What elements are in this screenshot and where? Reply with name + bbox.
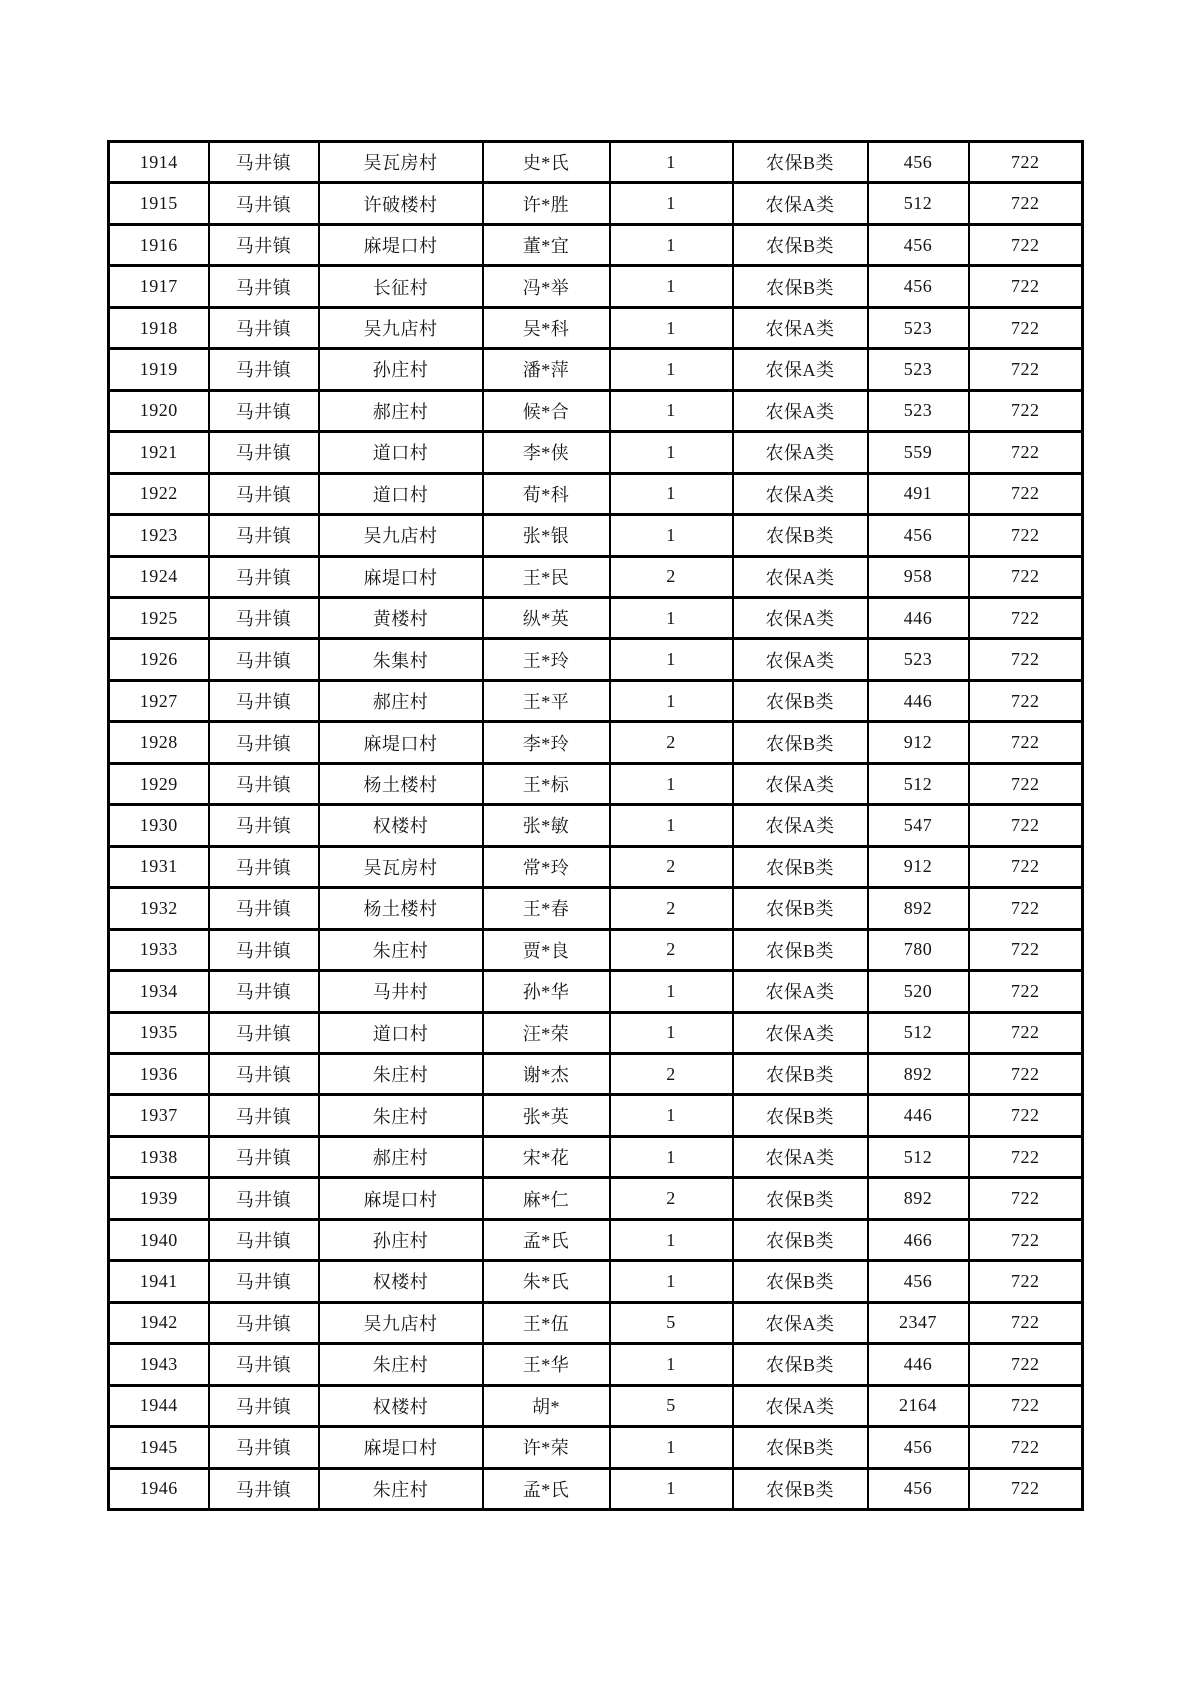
table-row	[109, 224, 1083, 265]
table-cell: 892	[868, 888, 969, 929]
table-cell: 农保A类	[733, 805, 868, 846]
table-cell: 马井镇	[209, 929, 319, 970]
table-cell: 孙*华	[483, 971, 610, 1012]
table-cell: 吴瓦房村	[319, 142, 483, 183]
table-cell: 农保B类	[733, 929, 868, 970]
table-cell: 麻*仁	[483, 1178, 610, 1219]
table-cell: 958	[868, 556, 969, 597]
table-row	[109, 1261, 1083, 1302]
table-cell: 马井镇	[209, 1302, 319, 1343]
table-row	[109, 1178, 1083, 1219]
table-cell: 马井镇	[209, 722, 319, 763]
table-cell: 1	[610, 1219, 733, 1260]
table-cell: 孟*氏	[483, 1219, 610, 1260]
table-row	[109, 390, 1083, 431]
table-cell: 麻堤口村	[319, 1427, 483, 1468]
table-cell: 许破楼村	[319, 183, 483, 224]
table-cell: 黄楼村	[319, 597, 483, 638]
table-cell: 农保B类	[733, 515, 868, 556]
table-cell: 1939	[109, 1178, 209, 1219]
table-cell: 农保B类	[733, 680, 868, 721]
table-cell: 2	[610, 1053, 733, 1094]
table-cell: 1934	[109, 971, 209, 1012]
table-cell: 朱庄村	[319, 1053, 483, 1094]
table-cell: 892	[868, 1053, 969, 1094]
table-cell: 892	[868, 1178, 969, 1219]
table-cell: 马井镇	[209, 1261, 319, 1302]
records-table-body	[109, 142, 1083, 1510]
table-cell: 农保A类	[733, 556, 868, 597]
table-cell: 农保B类	[733, 266, 868, 307]
table-cell: 1946	[109, 1468, 209, 1510]
table-cell: 孙庄村	[319, 349, 483, 390]
table-cell: 1	[610, 805, 733, 846]
table-row	[109, 142, 1083, 183]
table-cell: 农保A类	[733, 763, 868, 804]
table-cell: 722	[969, 1178, 1083, 1219]
table-cell: 麻堤口村	[319, 224, 483, 265]
table-row	[109, 597, 1083, 638]
table-cell: 722	[969, 1219, 1083, 1260]
table-cell: 农保B类	[733, 1219, 868, 1260]
table-cell: 马井镇	[209, 1012, 319, 1053]
table-cell: 722	[969, 888, 1083, 929]
table-row	[109, 1302, 1083, 1343]
table-cell: 1	[610, 266, 733, 307]
table-cell: 马井镇	[209, 1136, 319, 1177]
table-cell: 1	[610, 1136, 733, 1177]
table-cell: 456	[868, 515, 969, 556]
table-cell: 523	[868, 639, 969, 680]
table-cell: 胡*	[483, 1385, 610, 1426]
table-cell: 潘*萍	[483, 349, 610, 390]
table-cell: 446	[868, 680, 969, 721]
table-cell: 722	[969, 1053, 1083, 1094]
table-cell: 道口村	[319, 1012, 483, 1053]
table-cell: 1932	[109, 888, 209, 929]
table-cell: 523	[868, 307, 969, 348]
table-cell: 农保A类	[733, 597, 868, 638]
table-cell: 722	[969, 142, 1083, 183]
table-cell: 1	[610, 142, 733, 183]
table-cell: 2	[610, 1178, 733, 1219]
table-cell: 1	[610, 183, 733, 224]
table-cell: 马井镇	[209, 473, 319, 514]
table-cell: 1933	[109, 929, 209, 970]
table-cell: 王*春	[483, 888, 610, 929]
table-cell: 农保A类	[733, 1385, 868, 1426]
table-cell: 1942	[109, 1302, 209, 1343]
table-cell: 王*平	[483, 680, 610, 721]
table-cell: 麻堤口村	[319, 722, 483, 763]
table-cell: 吴九店村	[319, 1302, 483, 1343]
table-cell: 722	[969, 1344, 1083, 1385]
table-row	[109, 183, 1083, 224]
table-row	[109, 307, 1083, 348]
table-cell: 722	[969, 349, 1083, 390]
table-cell: 722	[969, 390, 1083, 431]
table-cell: 吴九店村	[319, 515, 483, 556]
table-row	[109, 846, 1083, 887]
table-cell: 马井镇	[209, 680, 319, 721]
table-cell: 512	[868, 1136, 969, 1177]
table-cell: 1922	[109, 473, 209, 514]
table-cell: 722	[969, 1302, 1083, 1343]
table-cell: 马井镇	[209, 971, 319, 1012]
table-row	[109, 266, 1083, 307]
table-cell: 马井镇	[209, 639, 319, 680]
table-cell: 农保A类	[733, 349, 868, 390]
table-cell: 杨土楼村	[319, 888, 483, 929]
table-cell: 许*胜	[483, 183, 610, 224]
table-cell: 722	[969, 432, 1083, 473]
table-cell: 农保B类	[733, 888, 868, 929]
table-cell: 1916	[109, 224, 209, 265]
table-cell: 722	[969, 1468, 1083, 1510]
table-cell: 马井镇	[209, 597, 319, 638]
table-row	[109, 349, 1083, 390]
table-cell: 马井镇	[209, 1427, 319, 1468]
table-row	[109, 1095, 1083, 1136]
table-cell: 马井镇	[209, 307, 319, 348]
table-cell: 董*宜	[483, 224, 610, 265]
table-cell: 马井镇	[209, 888, 319, 929]
table-cell: 559	[868, 432, 969, 473]
table-row	[109, 1468, 1083, 1510]
table-cell: 农保A类	[733, 639, 868, 680]
table-cell: 1917	[109, 266, 209, 307]
table-cell: 1	[610, 224, 733, 265]
table-cell: 王*玲	[483, 639, 610, 680]
table-cell: 冯*举	[483, 266, 610, 307]
table-cell: 马井镇	[209, 1219, 319, 1260]
table-cell: 1	[610, 597, 733, 638]
table-cell: 农保A类	[733, 432, 868, 473]
table-cell: 农保A类	[733, 473, 868, 514]
table-cell: 1926	[109, 639, 209, 680]
table-cell: 张*敏	[483, 805, 610, 846]
table-cell: 722	[969, 639, 1083, 680]
table-cell: 1	[610, 639, 733, 680]
table-cell: 1	[610, 1095, 733, 1136]
table-cell: 512	[868, 1012, 969, 1053]
table-cell: 722	[969, 971, 1083, 1012]
table-cell: 2164	[868, 1385, 969, 1426]
table-cell: 纵*英	[483, 597, 610, 638]
table-cell: 2	[610, 888, 733, 929]
table-cell: 1	[610, 432, 733, 473]
table-cell: 2	[610, 722, 733, 763]
table-cell: 汪*荣	[483, 1012, 610, 1053]
table-cell: 446	[868, 1095, 969, 1136]
table-cell: 1930	[109, 805, 209, 846]
table-cell: 5	[610, 1302, 733, 1343]
table-cell: 马井镇	[209, 1095, 319, 1136]
table-cell: 1	[610, 1427, 733, 1468]
table-cell: 农保A类	[733, 307, 868, 348]
table-cell: 1914	[109, 142, 209, 183]
table-cell: 朱*氏	[483, 1261, 610, 1302]
table-cell: 1937	[109, 1095, 209, 1136]
table-cell: 722	[969, 515, 1083, 556]
table-cell: 农保B类	[733, 1261, 868, 1302]
table-cell: 马井镇	[209, 390, 319, 431]
table-cell: 权楼村	[319, 805, 483, 846]
table-cell: 1925	[109, 597, 209, 638]
table-cell: 张*英	[483, 1095, 610, 1136]
table-cell: 马井镇	[209, 556, 319, 597]
table-cell: 朱庄村	[319, 1095, 483, 1136]
table-row	[109, 805, 1083, 846]
table-cell: 农保A类	[733, 183, 868, 224]
table-cell: 1923	[109, 515, 209, 556]
table-cell: 446	[868, 1344, 969, 1385]
table-cell: 朱庄村	[319, 1344, 483, 1385]
table-cell: 722	[969, 597, 1083, 638]
table-cell: 722	[969, 307, 1083, 348]
table-cell: 722	[969, 763, 1083, 804]
table-cell: 547	[868, 805, 969, 846]
table-cell: 1920	[109, 390, 209, 431]
table-row	[109, 473, 1083, 514]
table-row	[109, 1344, 1083, 1385]
table-cell: 520	[868, 971, 969, 1012]
table-cell: 1	[610, 971, 733, 1012]
table-row	[109, 1136, 1083, 1177]
table-cell: 朱庄村	[319, 929, 483, 970]
table-cell: 马井镇	[209, 1468, 319, 1510]
table-row	[109, 971, 1083, 1012]
table-cell: 孟*氏	[483, 1468, 610, 1510]
table-cell: 农保B类	[733, 224, 868, 265]
table-cell: 农保B类	[733, 722, 868, 763]
table-cell: 马井镇	[209, 805, 319, 846]
table-cell: 466	[868, 1219, 969, 1260]
table-cell: 1	[610, 307, 733, 348]
table-cell: 郝庄村	[319, 680, 483, 721]
table-row	[109, 1219, 1083, 1260]
table-cell: 1	[610, 680, 733, 721]
table-cell: 1	[610, 515, 733, 556]
table-cell: 446	[868, 597, 969, 638]
table-cell: 512	[868, 763, 969, 804]
table-cell: 1928	[109, 722, 209, 763]
table-cell: 722	[969, 473, 1083, 514]
table-cell: 1915	[109, 183, 209, 224]
table-cell: 1943	[109, 1344, 209, 1385]
table-cell: 马井村	[319, 971, 483, 1012]
table-cell: 农保B类	[733, 1468, 868, 1510]
table-row	[109, 1053, 1083, 1094]
table-cell: 农保A类	[733, 390, 868, 431]
table-cell: 马井镇	[209, 763, 319, 804]
table-cell: 1929	[109, 763, 209, 804]
table-cell: 农保B类	[733, 142, 868, 183]
table-cell: 1941	[109, 1261, 209, 1302]
table-cell: 马井镇	[209, 515, 319, 556]
table-cell: 2	[610, 846, 733, 887]
table-cell: 农保A类	[733, 971, 868, 1012]
table-cell: 李*玲	[483, 722, 610, 763]
table-cell: 马井镇	[209, 142, 319, 183]
table-cell: 722	[969, 1427, 1083, 1468]
table-cell: 吴瓦房村	[319, 846, 483, 887]
table-cell: 农保B类	[733, 1095, 868, 1136]
table-cell: 456	[868, 266, 969, 307]
table-cell: 王*标	[483, 763, 610, 804]
table-row	[109, 1427, 1083, 1468]
table-cell: 杨土楼村	[319, 763, 483, 804]
table-cell: 朱庄村	[319, 1468, 483, 1510]
table-cell: 1944	[109, 1385, 209, 1426]
table-cell: 722	[969, 1012, 1083, 1053]
table-cell: 1931	[109, 846, 209, 887]
table-cell: 道口村	[319, 432, 483, 473]
table-cell: 722	[969, 1136, 1083, 1177]
table-cell: 1940	[109, 1219, 209, 1260]
table-cell: 456	[868, 1468, 969, 1510]
table-cell: 荀*科	[483, 473, 610, 514]
table-cell: 523	[868, 349, 969, 390]
table-cell: 1	[610, 390, 733, 431]
table-cell: 郝庄村	[319, 390, 483, 431]
table-row	[109, 680, 1083, 721]
table-cell: 512	[868, 183, 969, 224]
table-row	[109, 639, 1083, 680]
table-cell: 马井镇	[209, 1385, 319, 1426]
table-cell: 马井镇	[209, 846, 319, 887]
table-cell: 权楼村	[319, 1261, 483, 1302]
table-row	[109, 1012, 1083, 1053]
table-cell: 1	[610, 1012, 733, 1053]
table-cell: 1918	[109, 307, 209, 348]
table-row	[109, 432, 1083, 473]
table-cell: 1	[610, 473, 733, 514]
table-cell: 孙庄村	[319, 1219, 483, 1260]
table-cell: 456	[868, 142, 969, 183]
table-cell: 1945	[109, 1427, 209, 1468]
table-cell: 1935	[109, 1012, 209, 1053]
table-cell: 农保B类	[733, 1344, 868, 1385]
table-cell: 1921	[109, 432, 209, 473]
table-cell: 农保B类	[733, 1427, 868, 1468]
table-cell: 722	[969, 1261, 1083, 1302]
table-cell: 456	[868, 1261, 969, 1302]
table-cell: 史*氏	[483, 142, 610, 183]
table-cell: 1	[610, 1344, 733, 1385]
table-cell: 张*银	[483, 515, 610, 556]
table-cell: 722	[969, 929, 1083, 970]
table-cell: 朱集村	[319, 639, 483, 680]
table-cell: 1927	[109, 680, 209, 721]
table-cell: 1	[610, 1261, 733, 1302]
table-cell: 722	[969, 224, 1083, 265]
table-cell: 722	[969, 722, 1083, 763]
table-cell: 常*玲	[483, 846, 610, 887]
table-cell: 722	[969, 556, 1083, 597]
table-cell: 912	[868, 722, 969, 763]
table-row	[109, 515, 1083, 556]
table-cell: 2347	[868, 1302, 969, 1343]
table-cell: 722	[969, 680, 1083, 721]
table-cell: 农保A类	[733, 1136, 868, 1177]
table-cell: 马井镇	[209, 1053, 319, 1094]
table-cell: 马井镇	[209, 224, 319, 265]
table-cell: 456	[868, 1427, 969, 1468]
table-cell: 722	[969, 805, 1083, 846]
table-cell: 许*荣	[483, 1427, 610, 1468]
table-cell: 1	[610, 1468, 733, 1510]
table-cell: 农保A类	[733, 1012, 868, 1053]
table-cell: 1936	[109, 1053, 209, 1094]
table-cell: 谢*杰	[483, 1053, 610, 1094]
table-cell: 吴九店村	[319, 307, 483, 348]
table-cell: 2	[610, 556, 733, 597]
table-cell: 马井镇	[209, 1178, 319, 1219]
table-row	[109, 888, 1083, 929]
table-row	[109, 722, 1083, 763]
table-cell: 农保B类	[733, 1178, 868, 1219]
table-cell: 道口村	[319, 473, 483, 514]
table-cell: 912	[868, 846, 969, 887]
table-cell: 王*民	[483, 556, 610, 597]
table-cell: 贾*良	[483, 929, 610, 970]
table-cell: 722	[969, 846, 1083, 887]
records-table	[107, 140, 1084, 1511]
table-cell: 郝庄村	[319, 1136, 483, 1177]
table-cell: 马井镇	[209, 1344, 319, 1385]
table-cell: 1924	[109, 556, 209, 597]
table-cell: 李*侠	[483, 432, 610, 473]
table-cell: 马井镇	[209, 432, 319, 473]
table-cell: 456	[868, 224, 969, 265]
table-cell: 农保B类	[733, 846, 868, 887]
table-cell: 722	[969, 1385, 1083, 1426]
table-cell: 722	[969, 266, 1083, 307]
table-cell: 麻堤口村	[319, 556, 483, 597]
table-cell: 王*伍	[483, 1302, 610, 1343]
table-row	[109, 1385, 1083, 1426]
table-row	[109, 556, 1083, 597]
table-cell: 麻堤口村	[319, 1178, 483, 1219]
table-cell: 722	[969, 1095, 1083, 1136]
table-cell: 780	[868, 929, 969, 970]
table-cell: 1	[610, 349, 733, 390]
table-cell: 吴*科	[483, 307, 610, 348]
table-cell: 5	[610, 1385, 733, 1426]
table-cell: 马井镇	[209, 266, 319, 307]
table-cell: 491	[868, 473, 969, 514]
table-cell: 马井镇	[209, 183, 319, 224]
table-cell: 农保A类	[733, 1302, 868, 1343]
table-cell: 523	[868, 390, 969, 431]
table-cell: 农保B类	[733, 1053, 868, 1094]
table-cell: 宋*花	[483, 1136, 610, 1177]
table-cell: 1	[610, 763, 733, 804]
table-cell: 1938	[109, 1136, 209, 1177]
table-cell: 王*华	[483, 1344, 610, 1385]
table-cell: 马井镇	[209, 349, 319, 390]
table-cell: 候*合	[483, 390, 610, 431]
table-cell: 长征村	[319, 266, 483, 307]
table-cell: 权楼村	[319, 1385, 483, 1426]
table-row	[109, 763, 1083, 804]
table-cell: 2	[610, 929, 733, 970]
table-cell: 1919	[109, 349, 209, 390]
table-row	[109, 929, 1083, 970]
table-cell: 722	[969, 183, 1083, 224]
